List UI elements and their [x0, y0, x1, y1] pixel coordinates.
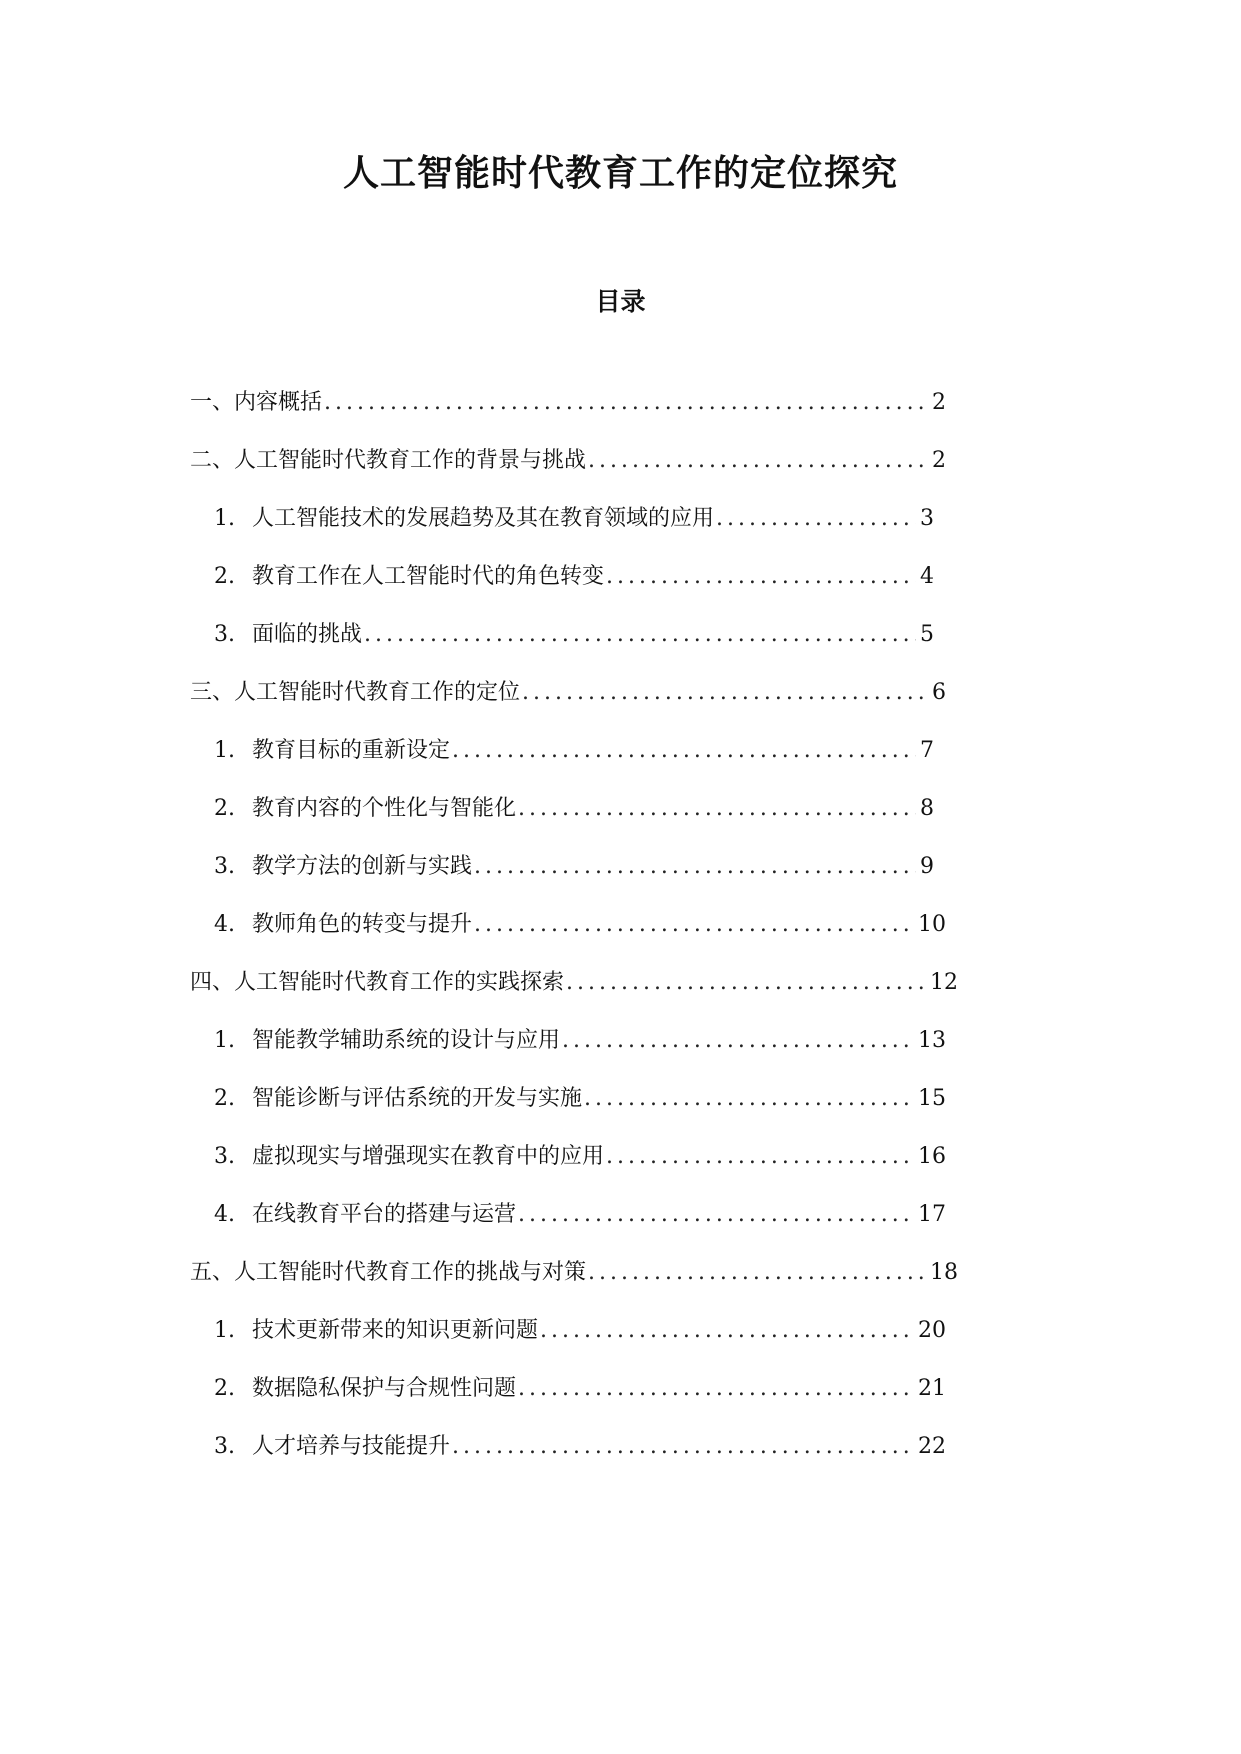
toc-entry[interactable] [190, 444, 946, 478]
toc-entry-number: 2. [214, 564, 235, 589]
toc-heading: 目录 [595, 287, 646, 316]
toc-dot-leader [588, 1256, 926, 1290]
toc-entry[interactable] [214, 1372, 946, 1406]
toc-dot-leader [588, 444, 928, 478]
toc-entry-page: 13 [918, 1028, 946, 1053]
toc-entry-page: 3 [920, 506, 934, 531]
toc-dot-leader [566, 966, 926, 1000]
toc-entry-number: 1. [214, 738, 235, 763]
toc-entry[interactable] [214, 908, 946, 942]
toc-entry-page: 17 [918, 1202, 946, 1227]
toc-entry-label: 智能教学辅助系统的设计与应用 [252, 1028, 561, 1053]
toc-dot-leader [518, 1372, 914, 1406]
toc-entry-label: 教育工作在人工智能时代的角色转变 [252, 564, 605, 589]
toc-dot-leader [540, 1314, 914, 1348]
toc-dot-leader [562, 1024, 914, 1058]
toc-dot-leader [452, 1430, 914, 1464]
toc-entry-number: 4. [214, 912, 235, 937]
toc-entry-page: 7 [920, 738, 934, 763]
toc-entry-label: 人才培养与技能提升 [252, 1434, 451, 1459]
toc-entry-number: 1. [214, 506, 235, 531]
toc-entry-page: 5 [920, 622, 934, 647]
toc-entry[interactable] [214, 1082, 946, 1116]
toc-entry[interactable] [190, 966, 958, 1000]
toc-entry-number: 3. [214, 1144, 235, 1169]
toc-dot-leader [518, 792, 916, 826]
toc-dot-leader [522, 676, 928, 710]
toc-entry-label: 教学方法的创新与实践 [252, 854, 473, 879]
toc-entry-label: 数据隐私保护与合规性问题 [252, 1376, 517, 1401]
toc-dot-leader [518, 1198, 914, 1232]
toc-entry[interactable] [214, 618, 934, 652]
toc-entry-number: 1. [214, 1318, 235, 1343]
toc-entry-page: 16 [918, 1144, 946, 1169]
toc-dot-leader [716, 502, 916, 536]
toc-entry-label: 二、人工智能时代教育工作的背景与挑战 [190, 448, 587, 473]
toc-entry-label: 一、内容概括 [190, 390, 323, 415]
toc-entry-number: 3. [214, 1434, 235, 1459]
toc-entry-page: 22 [918, 1434, 946, 1459]
toc-entry-number: 1. [214, 1028, 235, 1053]
toc-entry[interactable] [214, 850, 934, 884]
toc-entry-label: 面临的挑战 [252, 622, 363, 647]
toc-entry-page: 10 [918, 912, 946, 937]
toc-entry-page: 8 [920, 796, 934, 821]
toc-entry-page: 12 [930, 970, 958, 995]
toc-entry-page: 2 [932, 390, 946, 415]
toc-entry-page: 2 [932, 448, 946, 473]
toc-entry-number: 2. [214, 796, 235, 821]
toc-dot-leader [606, 560, 916, 594]
toc-entry-label: 四、人工智能时代教育工作的实践探索 [190, 970, 565, 995]
toc-entry[interactable] [214, 560, 934, 594]
toc-entry-number: 2. [214, 1086, 235, 1111]
toc-entry-label: 教育目标的重新设定 [252, 738, 451, 763]
toc-entry[interactable] [214, 1140, 946, 1174]
toc-entry-page: 9 [920, 854, 934, 879]
toc-entry-label: 智能诊断与评估系统的开发与实施 [252, 1086, 583, 1111]
toc-dot-leader [606, 1140, 914, 1174]
toc-entry-number: 3. [214, 854, 235, 879]
toc-entry-label: 教育内容的个性化与智能化 [252, 796, 517, 821]
toc-entry[interactable] [214, 1198, 946, 1232]
toc-entry-label: 三、人工智能时代教育工作的定位 [190, 680, 521, 705]
toc-entry-number: 2. [214, 1376, 235, 1401]
toc-dot-leader [452, 734, 916, 768]
toc-entry-label: 虚拟现实与增强现实在教育中的应用 [252, 1144, 605, 1169]
toc-entry[interactable] [214, 502, 934, 536]
toc-dot-leader [474, 850, 916, 884]
toc-entry[interactable] [214, 1314, 946, 1348]
toc-entry[interactable] [214, 734, 934, 768]
toc-entry-page: 18 [930, 1260, 958, 1285]
toc-entry[interactable] [214, 1430, 946, 1464]
toc-entry-page: 6 [932, 680, 946, 705]
toc-entry-page: 4 [920, 564, 934, 589]
toc-entry-label: 技术更新带来的知识更新问题 [252, 1318, 539, 1343]
toc-entry-label: 五、人工智能时代教育工作的挑战与对策 [190, 1260, 587, 1285]
toc-entry-page: 20 [918, 1318, 946, 1343]
toc-dot-leader [324, 386, 928, 420]
toc-entry-label: 人工智能技术的发展趋势及其在教育领域的应用 [252, 506, 715, 531]
toc-entry-label: 在线教育平台的搭建与运营 [252, 1202, 517, 1227]
toc-entry[interactable] [190, 386, 946, 420]
toc-dot-leader [364, 618, 916, 652]
toc-dot-leader [474, 908, 914, 942]
toc-dot-leader [584, 1082, 914, 1116]
toc-entry-page: 21 [918, 1376, 946, 1401]
toc-entry-page: 15 [918, 1086, 946, 1111]
document-title: 人工智能时代教育工作的定位探究 [342, 153, 898, 194]
toc-entry-label: 教师角色的转变与提升 [252, 912, 473, 937]
toc-entry[interactable] [190, 676, 946, 710]
toc-entry-number: 3. [214, 622, 235, 647]
toc-entry[interactable] [190, 1256, 958, 1290]
toc-entry-number: 4. [214, 1202, 235, 1227]
toc-entry[interactable] [214, 1024, 946, 1058]
toc-entry[interactable] [214, 792, 934, 826]
